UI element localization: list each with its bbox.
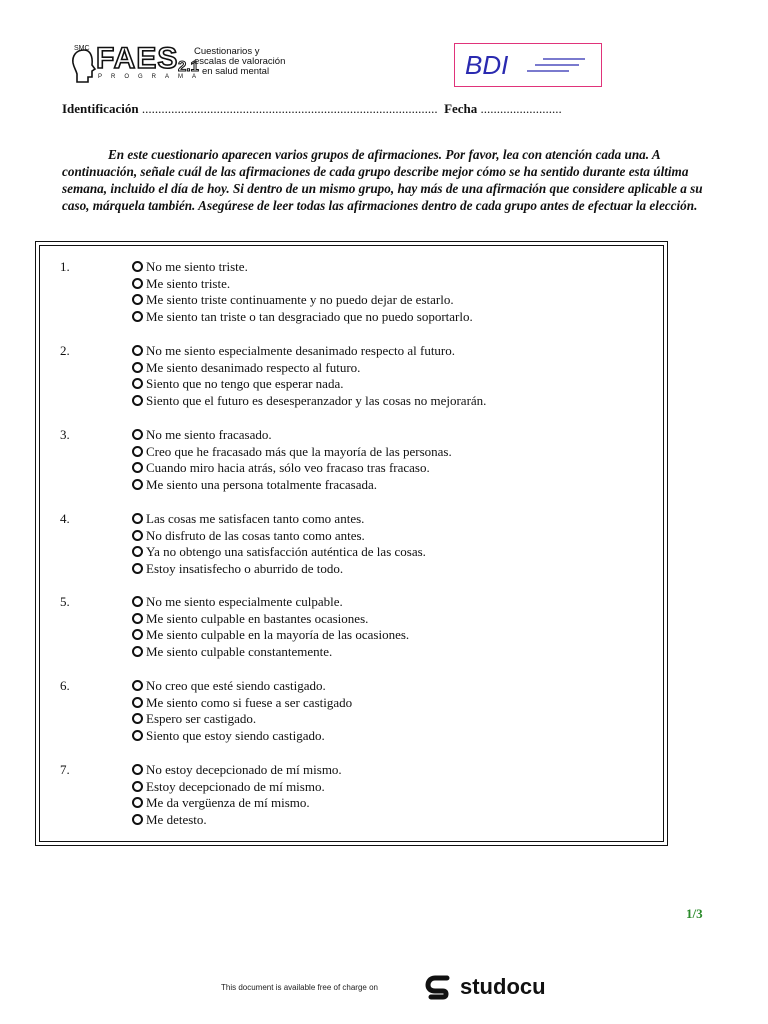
answer-option[interactable] [132,444,452,461]
option-list [132,259,473,326]
logo-tagline [194,47,285,77]
radio-circle-icon[interactable] [132,446,143,457]
radio-circle-icon[interactable] [132,646,143,657]
answer-option[interactable] [132,376,486,393]
date-field[interactable]: ......................... [480,101,562,116]
answer-option[interactable] [132,594,409,611]
radio-circle-icon[interactable] [132,462,143,473]
radio-circle-icon[interactable] [132,530,143,541]
option-text: No me siento especialmente desanimado respecto al futuro. [146,343,456,358]
option-list [132,511,426,578]
option-text: Me siento culpable en bastantes ocasiones. [146,610,369,626]
option-text: Las cosas me satisfacen tanto como antes. [146,511,365,526]
answer-option[interactable] [132,427,452,444]
instructions-paragraph [62,146,708,214]
logo-tagline-line: escalas de valoración [194,56,286,67]
answer-option[interactable] [132,762,342,779]
option-text: Me siento desanimado respecto al futuro. [146,359,361,375]
radio-circle-icon[interactable] [132,362,143,373]
radio-circle-icon[interactable] [132,513,143,524]
option-text: Estoy insatisfecho o aburrido de todo. [146,561,344,577]
option-text: Me siento tan triste o tan desgraciado que no puedo soportarlo. [146,309,473,325]
radio-circle-icon[interactable] [132,378,143,389]
date-label: Fecha [444,101,478,116]
radio-circle-icon[interactable] [132,814,143,825]
option-text: No me siento triste. [146,259,248,274]
answer-option[interactable] [132,728,352,745]
footer-note: This document is available free of charge on [221,983,378,992]
option-list [132,427,452,494]
option-text: Me siento triste continuamente y no puedo dejar de estarlo. [146,292,454,308]
option-text: Espero ser castigado. [146,711,257,727]
radio-circle-icon[interactable] [132,629,143,640]
answer-option[interactable] [132,276,473,293]
radio-circle-icon[interactable] [132,294,143,305]
answer-option[interactable] [132,644,409,661]
radio-circle-icon[interactable] [132,764,143,775]
radio-circle-icon[interactable] [132,730,143,741]
answer-option[interactable] [132,627,409,644]
answer-option[interactable] [132,528,426,545]
option-text: No me siento especialmente culpable. [146,594,343,609]
option-text: Me da vergüenza de mí mismo. [146,795,310,811]
radio-circle-icon[interactable] [132,713,143,724]
answer-option[interactable] [132,795,342,812]
option-list [132,762,342,829]
studocu-wordmark: studocu [460,974,546,999]
page-number: 1/3 [686,906,703,921]
option-text: Creo que he fracasado más que la mayoría de las personas. [146,443,452,459]
id-label: Identificación [62,101,139,116]
question-number: 3. [60,427,70,442]
logo-brand: FAES [96,42,179,75]
radio-circle-icon[interactable] [132,311,143,322]
decorative-lines-icon [525,56,595,76]
option-text: No estoy decepcionado de mí mismo. [146,762,342,777]
radio-circle-icon[interactable] [132,613,143,624]
answer-option[interactable] [132,309,473,326]
answer-option[interactable] [132,477,452,494]
option-text: Me siento triste. [146,275,231,291]
id-field[interactable]: ........................................................................................... [141,101,438,116]
answer-option[interactable] [132,812,342,829]
svg-text:SMC: SMC [74,45,90,52]
option-text: No creo que esté siendo castigado. [146,678,326,693]
logo-tagline-line: en salud mental [202,66,270,77]
answer-option[interactable] [132,460,452,477]
question-number: 7. [60,762,70,777]
option-text: Ya no obtengo una satisfacción auténtica de las cosas. [146,544,426,560]
option-list [132,594,409,661]
instructions-text: En este cuestionario aparecen varios grupos de afirmaciones. Por favor, lea con atención cada una. A continuación, señale cuál de las afirmaciones de cada grupo describe mejor cómo se ha sentido durante esta última semana, incluido el día de hoy. Si dentro de un mismo grupo, hay más de una afirmación que considere aplicable a su caso, márquela también. Asegúrese de leer todas las afirmaciones dentro de cada grupo antes de efectuar la elección. [62,147,703,213]
radio-circle-icon[interactable] [132,596,143,607]
radio-circle-icon[interactable] [132,345,143,356]
option-text: No disfruto de las cosas tanto como antes. [146,527,365,543]
radio-circle-icon[interactable] [132,278,143,289]
option-text: Me siento culpable en la mayoría de las ocasiones. [146,627,410,643]
option-text: Siento que el futuro es desesperanzador y las cosas no mejorarán. [146,393,487,409]
answer-option[interactable] [132,343,486,360]
answer-option[interactable] [132,259,473,276]
radio-circle-icon[interactable] [132,697,143,708]
option-text: Cuando miro hacia atrás, sólo veo fracaso tras fracaso. [146,460,430,476]
option-text: Siento que no tengo que esperar nada. [146,376,344,392]
answer-option[interactable] [132,360,486,377]
logo-version: 2.1 [178,58,199,75]
radio-circle-icon[interactable] [132,395,143,406]
faes-logo [70,44,310,84]
head-profile-icon [70,44,98,84]
answer-option[interactable] [132,678,352,695]
option-text: Estoy decepcionado de mí mismo. [146,778,325,794]
question-number: 6. [60,678,70,693]
option-text: Siento que estoy siendo castigado. [146,728,325,744]
radio-circle-icon[interactable] [132,479,143,490]
test-code: BDI [465,50,509,80]
answer-option[interactable] [132,393,486,410]
test-code-box [454,43,602,87]
radio-circle-icon[interactable] [132,781,143,792]
studocu-mark-icon [425,974,455,1004]
questionnaire-frame [35,241,668,846]
option-list [132,678,352,745]
answer-option[interactable] [132,561,426,578]
answer-option[interactable] [132,711,352,728]
radio-circle-icon[interactable] [132,797,143,808]
answer-option[interactable] [132,611,409,628]
answer-option[interactable] [132,292,473,309]
question-number: 5. [60,594,70,609]
answer-option[interactable] [132,695,352,712]
option-list [132,343,486,410]
question-number: 4. [60,511,70,526]
radio-circle-icon[interactable] [132,563,143,574]
radio-circle-icon[interactable] [132,680,143,691]
answer-option[interactable] [132,544,426,561]
logo-tagline-line: Cuestionarios y [194,46,260,57]
question-number: 2. [60,343,70,358]
radio-circle-icon[interactable] [132,429,143,440]
option-text: Me siento una persona totalmente fracasada. [146,477,378,493]
answer-option[interactable] [132,779,342,796]
option-text: No me siento fracasado. [146,427,272,442]
identification-line [62,101,562,117]
logo-subtitle: PROGRAMA [98,74,206,80]
option-text: Me detesto. [146,812,207,828]
answer-option[interactable] [132,511,426,528]
radio-circle-icon[interactable] [132,261,143,272]
radio-circle-icon[interactable] [132,546,143,557]
question-number: 1. [60,259,70,274]
option-text: Me siento culpable constantemente. [146,644,333,660]
option-text: Me siento como si fuese a ser castigado [146,694,353,710]
